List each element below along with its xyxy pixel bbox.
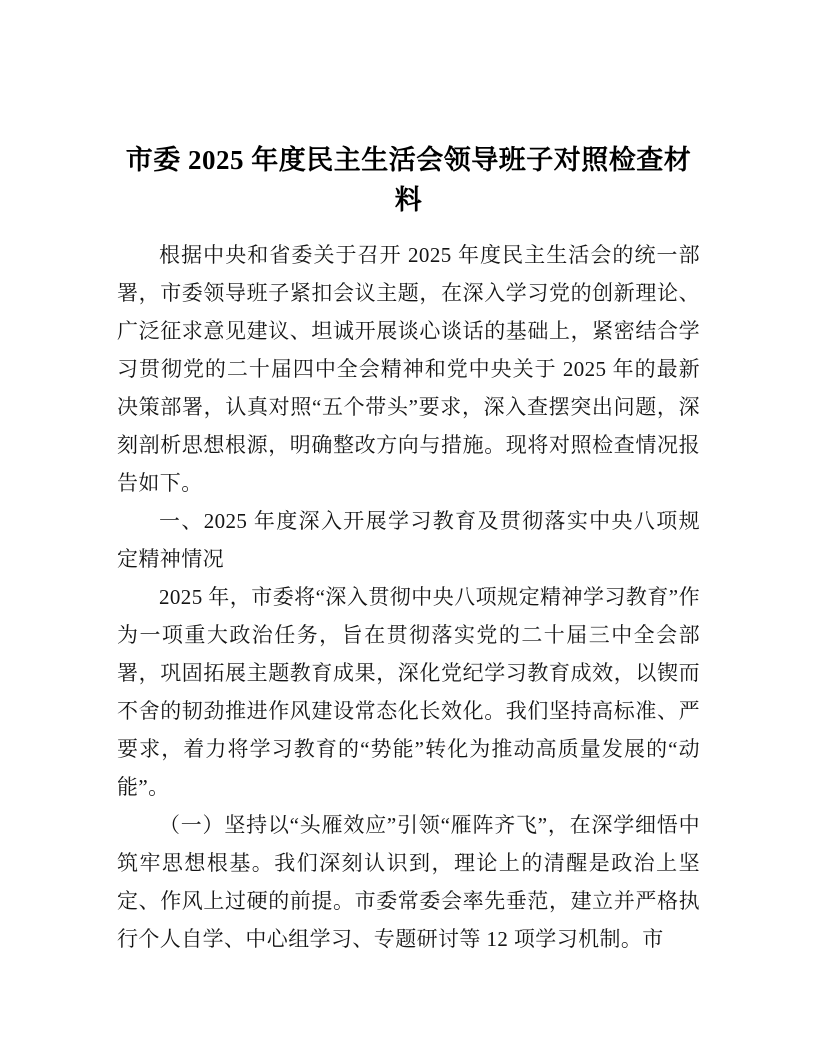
paragraph-section1-overview: 2025 年，市委将“深入贯彻中央八项规定精神学习教育”作为一项重大政治任务，旨在贯彻落实党的二十届三中全会部署，巩固拓展主题教育成果，深化党纪学习教育成效，以锲而不舍的韧劲推进作风建设常态化长效化。我们坚持高标准、严要求，着力将学习教育的“势能”转化为推动高质量发展的“动能”。 xyxy=(117,585,700,799)
section-heading-1: 一、2025 年度深入开展学习教育及贯彻落实中央八项规定精神情况 xyxy=(117,509,700,571)
paragraph-intro: 根据中央和省委关于召开 2025 年度民主生活会的统一部署，市委领导班子紧扣会议主题，在深入学习党的创新理论、广泛征求意见建议、坦诚开展谈心谈话的基础上，紧密结合学习贯彻党的二十届四中全会精神和党中央关于 2025 年的最新决策部署，认真对照“五个带头”要求，深入查摆突出问题，深刻剖析思想根源，明确整改方向与措施。现将对照检查情况报告如下。 xyxy=(117,243,700,495)
document-title: 市委 2025 年度民主生活会领导班子对照检查材料 xyxy=(125,145,692,215)
paragraph-subsection-1-1: （一）坚持以“头雁效应”引领“雁阵齐飞”，在深学细悟中筑牢思想根基。我们深刻认识到，理论上的清醒是政治上坚定、作风上过硬的前提。市委常委会率先垂范，建立并严格执行个人自学、中心组学习、专题研讨等 12 项学习机制。市 xyxy=(117,813,700,951)
